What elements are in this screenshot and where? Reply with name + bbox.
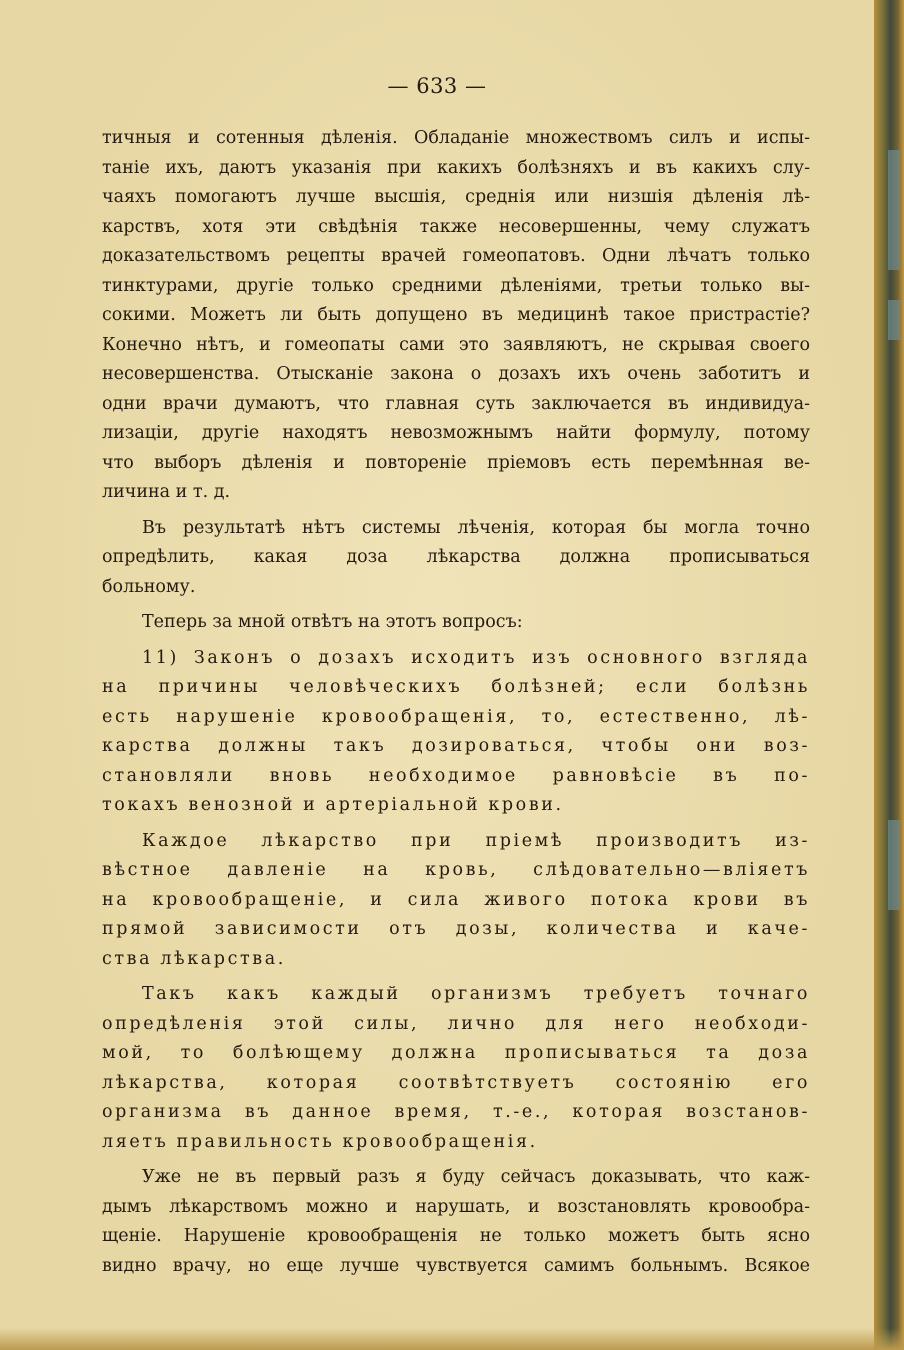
text-line: опредѣленія этой силы, лично для него необходи- [102,1013,810,1034]
text-line: мой, то болѣющему должна прописываться та доза [102,1043,810,1063]
text-line: что выборъ дѣленія и повтореніе пріемовъ есть перемѣнная ве- [102,452,810,473]
text-line: есть нарушеніе кровообращенія, то, естественно, лѣ- [102,706,810,727]
text-line: таніе ихъ, даютъ указанія при какихъ болѣзняхъ и въ какихъ слу- [102,157,810,178]
text-line: сокими. Можетъ ли быть допущено въ медицинѣ такое пристрастіе? [102,305,810,325]
paragraph-1 [102,124,810,508]
text-line: Такъ какъ каждый организмъ требуетъ точнаго [142,984,810,1004]
text-line: опредѣлить, какая доза лѣкарства должна прописываться [102,547,810,567]
text-line: тичныя и сотенныя дѣленія. Обладаніе множествомъ силъ и испы- [102,128,810,148]
text-line: дымъ лѣкарствомъ можно и нарушать, и возстановлять кровообра- [102,1196,810,1217]
paragraph-3 [102,608,810,638]
paragraph-6 [102,980,810,1157]
text-line: карствъ, хотя эти свѣдѣнія также несовершенны, чему служатъ [102,216,810,237]
text-line: на причины человѣческихъ болѣзней; если болѣзнь [102,677,810,697]
text-line: Конечно нѣтъ, и гомеопаты сами это заявляютъ, не скрывая своего [102,334,810,355]
text-line: лизаціи, другіе находятъ невозможнымъ найти формулу, потому [102,423,810,443]
paragraph-2 [102,514,810,603]
text-line: личина и т. д. [102,482,231,502]
text-line: тинктурами, другіе только средними дѣленіями, третьи только вы- [102,275,810,296]
page-bottom-edge [0,1328,904,1350]
text-line: Теперь за мной отвѣтъ на этотъ вопросъ: [142,612,523,632]
text-line: больному. [102,576,196,597]
body-text [102,124,810,1281]
text-line: токахъ венозной и артеріальной крови. [102,795,564,815]
text-line: Въ результатѣ нѣтъ системы лѣченія, которая бы могла точно [142,517,810,538]
text-line: чаяхъ помогаютъ лучше высшія, среднія или низшія дѣленія лѣ- [102,187,810,207]
text-line: ляетъ правильность кровообращенія. [102,1131,538,1152]
text-line: одни врачи думаютъ, что главная суть заключается въ индивидуа- [102,393,810,414]
text-line: щеніе. Нарушеніе кровообращенія не только можетъ быть ясно [102,1226,810,1246]
text-line: Каждое лѣкарство при пріемѣ производитъ из- [142,830,810,851]
text-line: доказательствомъ рецепты врачей гомеопатовъ. Одни лѣчатъ только [102,246,810,266]
text-line: ства лѣкарства. [102,948,286,969]
text-line: на кровообращеніе, и сила живого потока крови въ [102,889,810,910]
text-line: видно врачу, но еще лучше чувствуется самимъ больнымъ. Всякое [102,1255,810,1276]
paragraph-7 [102,1163,810,1281]
text-line: Уже не въ первый разъ я буду сейчасъ доказывать, что каж- [142,1167,810,1187]
book-binding-edge [874,0,904,1350]
paragraph-4 [102,644,810,821]
paragraph-5 [102,827,810,975]
text-line: карства должны такъ дозироваться, чтобы они воз- [102,736,810,756]
text-line: организма въ данное время, т.-е., которая возстанов- [102,1102,810,1122]
text-line: несовершенства. Отысканіе закона о дозахъ ихъ очень заботитъ и [102,364,810,384]
page-number: — 633 — [387,74,487,98]
text-line: становляли вновь необходимое равновѣсіе въ по- [102,765,810,786]
text-line: 11) Законъ о дозахъ исходитъ изъ основного взгляда [142,647,810,668]
text-line: прямой зависимости отъ дозы, количества и каче- [102,919,810,939]
text-line: лѣкарства, которая соотвѣтствуетъ состоянію его [102,1072,810,1093]
text-line: вѣстное давленіе на кровь, слѣдовательно—вліяетъ [102,860,810,880]
